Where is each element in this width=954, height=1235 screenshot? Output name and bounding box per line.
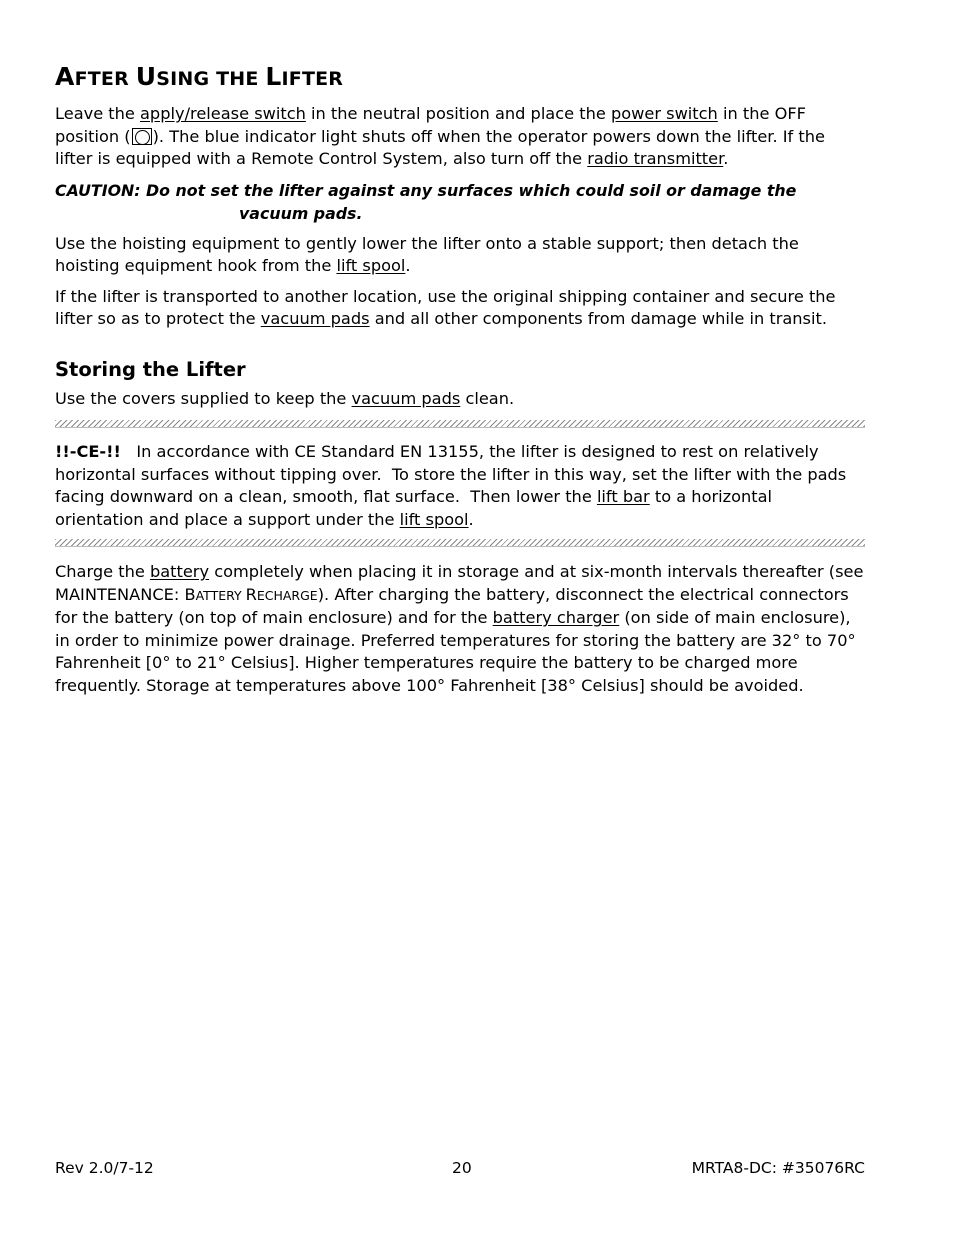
paragraph-transport bbox=[55, 286, 865, 331]
text: In accordance with CE Standard EN 13155, the lifter is designed to rest on relatively horizontal surfaces without tipping over. To store the lifter in this way, set the lifter with the pads facing downward on a clean, smooth, flat surface. Then lower the bbox=[55, 442, 852, 506]
ce-divider-bottom bbox=[55, 539, 865, 547]
caution-line: vacuum pads. bbox=[239, 203, 363, 223]
paragraph-battery bbox=[55, 561, 865, 697]
document-id: MRTA8-DC: #35076RC bbox=[691, 1159, 865, 1177]
text: Leave the bbox=[55, 104, 141, 123]
text: ). The blue indicator light shuts off when the operator powers down the lifter. If the lifter is equipped with a Remote Control System, also turn off the bbox=[55, 126, 825, 168]
section-heading bbox=[55, 58, 865, 98]
heading-part: SING THE bbox=[156, 68, 266, 90]
page-number: 20 bbox=[452, 1159, 472, 1177]
small-caps-text: ECHARGE bbox=[256, 587, 318, 603]
caution-line: CAUTION: Do not set the lifter against any surfaces which could soil or damage the bbox=[55, 180, 797, 200]
radio-transmitter-term: radio transmitter bbox=[587, 149, 724, 168]
text: If the lifter is transported to another location, use the original shipping container and secure the lifter so as to protect the bbox=[55, 286, 836, 328]
heading-part: L bbox=[265, 62, 282, 91]
small-caps-text: ATTERY bbox=[195, 587, 246, 603]
vacuum-pads-term: vacuum pads bbox=[351, 388, 461, 408]
ce-divider-top bbox=[55, 420, 865, 428]
text: . bbox=[405, 256, 411, 275]
text: . bbox=[468, 509, 474, 529]
text: completely when placing it in storage and at six-month intervals thereafter (see MAINTENANCE: bbox=[55, 562, 864, 604]
battery-term: battery bbox=[149, 562, 210, 581]
revision-label: Rev 2.0/7-12 bbox=[55, 1159, 154, 1177]
text: Charge the bbox=[55, 562, 150, 581]
lift-spool-term: lift spool bbox=[399, 509, 469, 529]
page-content bbox=[55, 58, 865, 705]
battery-charger-term: battery charger bbox=[492, 608, 620, 627]
power-switch-term: power switch bbox=[610, 104, 718, 123]
caution-notice bbox=[55, 179, 865, 225]
text: to a horizontal orientation and place a support under the bbox=[55, 487, 773, 529]
text: clean. bbox=[460, 388, 515, 408]
page-footer bbox=[55, 1157, 865, 1179]
vacuum-pads-term: vacuum pads bbox=[260, 309, 370, 328]
heading-part: IFTER bbox=[281, 68, 344, 90]
text: Use the covers supplied to keep the bbox=[55, 388, 352, 408]
small-caps-text: R bbox=[245, 584, 257, 604]
paragraph-leave-switch bbox=[55, 103, 865, 171]
small-caps-text: B bbox=[184, 584, 196, 604]
text: (on side of main enclosure), in order to minimize power drainage. Preferred temperatures for storing the battery are 32° to 70° Fahrenheit [0° to 21° Celsius]. Higher temperatures require the battery to be charged more frequently. Storage at temperatures above 100° Fahrenheit [38° Celsius] should be avoided. bbox=[55, 608, 856, 695]
lift-bar-term: lift bar bbox=[596, 487, 650, 506]
heading-part: A bbox=[55, 62, 75, 91]
text: . bbox=[723, 149, 729, 168]
off-position-icon bbox=[132, 128, 152, 145]
text: Use the hoisting equipment to gently lower the lifter onto a stable support; then detach the hoisting equipment hook from the bbox=[55, 233, 799, 275]
text: and all other components from damage while in transit. bbox=[369, 309, 827, 328]
heading-part: U bbox=[135, 62, 157, 91]
paragraph-covers bbox=[55, 388, 865, 411]
paragraph-lower-lifter bbox=[55, 233, 865, 278]
lift-spool-term: lift spool bbox=[336, 256, 406, 275]
apply-release-switch-term: apply/release switch bbox=[140, 104, 306, 123]
text: ). After charging the battery, disconnect the electrical connectors for the battery (on top of main enclosure) and for the bbox=[55, 584, 849, 627]
text: in the neutral position and place the bbox=[305, 104, 611, 123]
ce-tag: !!-CE-!! bbox=[55, 442, 121, 461]
paragraph-ce-standard bbox=[55, 441, 865, 531]
heading-part: FTER bbox=[74, 68, 136, 90]
text: in the OFF position ( bbox=[55, 104, 806, 146]
subsection-heading: Storing the Lifter bbox=[55, 357, 246, 381]
